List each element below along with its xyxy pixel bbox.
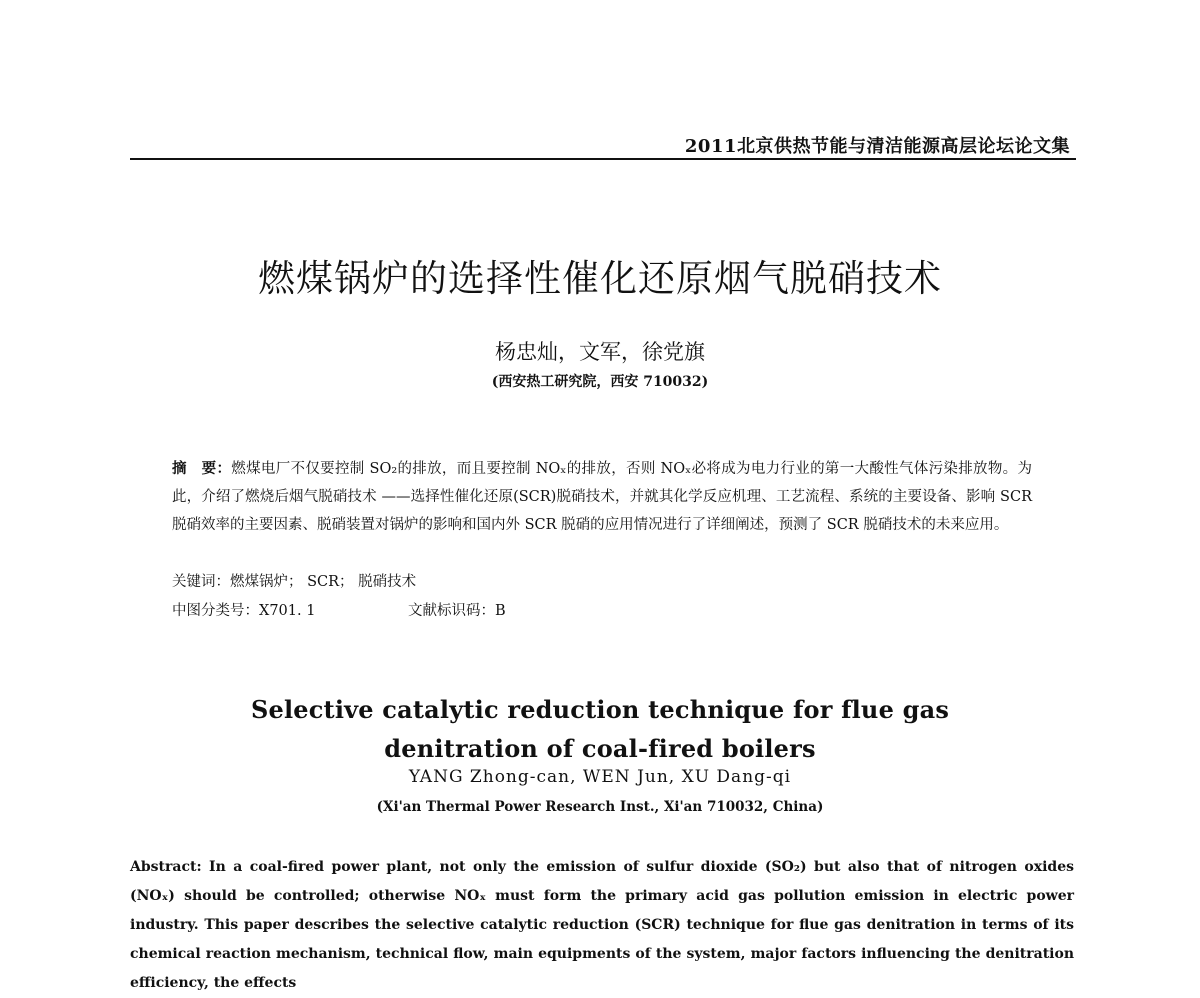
english-title bbox=[0, 690, 1200, 768]
chinese-affiliation: (西安热工研究院，西安 710032) bbox=[491, 374, 709, 390]
english-authors: YANG Zhong-can, WEN Jun, XU Dang-qi bbox=[408, 767, 792, 787]
chinese-authors: 杨忠灿，文军，徐党旗 bbox=[495, 340, 705, 364]
chinese-abstract bbox=[172, 455, 1032, 539]
classification-label: 中图分类号： bbox=[172, 603, 259, 619]
classification-code: X701. 1 bbox=[259, 603, 316, 619]
header-rule bbox=[130, 158, 1076, 160]
english-abstract-text: In a coal-fired power plant, not only the emission of sulfur dioxide (SO₂) but also that of nitrogen oxides (NOₓ) should be controlled; otherwise NOₓ must form the primary acid gas pollution emission in electric power industry. This paper describes the selective catalytic reduction (SCR) technique for flue gas denitration in terms of its chemical reaction mechanism, technical flow, main equipments of the system, major factors influencing the denitration efficiency, the effects bbox=[130, 859, 1074, 991]
document-code-value: B bbox=[495, 603, 506, 619]
english-abstract-label: Abstract: bbox=[130, 859, 202, 875]
chinese-keywords bbox=[172, 570, 416, 591]
chinese-abstract-text: 燃煤电厂不仅要控制 SO₂的排放，而且要控制 NOₓ的排放，否则 NOₓ必将成为电力行业的第一大酸性气体污染排放物。为此，介绍了燃烧后烟气脱硝技术 ——选择性催化还原(SCR)脱硝技术，并就其化学反应机理、工艺流程、系统的主要设备、影响 SCR 脱硝效率的主要因素、脱硝装置对锅炉的影响和国内外 SCR 脱硝的应用情况进行了详细阐述，预测了 SCR 脱硝技术的未来应用。 bbox=[172, 461, 1033, 533]
english-title-line2: denitration of coal-fired boilers bbox=[384, 734, 816, 763]
english-title-line1: Selective catalytic reduction technique for flue gas bbox=[250, 695, 950, 724]
chinese-keywords-label: 关键词： bbox=[172, 574, 230, 590]
chinese-abstract-label: 摘 要： bbox=[172, 460, 232, 477]
chinese-title: 燃煤锅炉的选择性催化还原烟气脱硝技术 bbox=[258, 257, 942, 300]
english-abstract bbox=[130, 853, 1074, 998]
english-affiliation: (Xi'an Thermal Power Research Inst., Xi'an 710032, China) bbox=[376, 799, 824, 815]
classification-line bbox=[172, 599, 506, 620]
document-code bbox=[408, 599, 506, 620]
running-header: 2011北京供热节能与清洁能源高层论坛论文集 bbox=[684, 136, 1070, 157]
document-code-label: 文献标识码： bbox=[408, 603, 495, 619]
chinese-keywords-value: 燃煤锅炉； SCR； 脱硝技术 bbox=[230, 574, 417, 590]
